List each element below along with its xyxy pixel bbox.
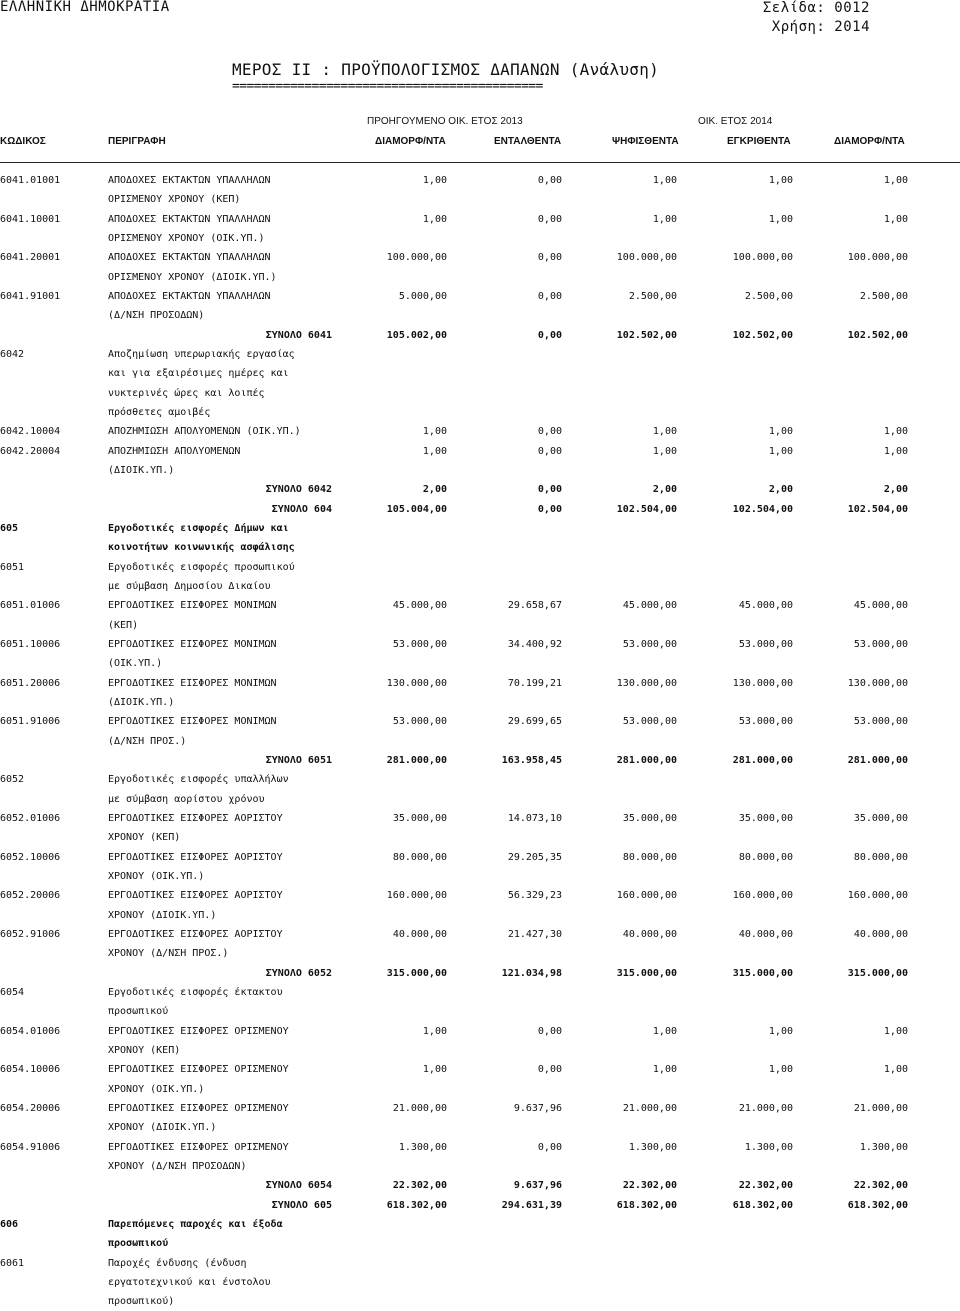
row-description: με σύμβαση Δημοσίου Δικαίου (108, 580, 271, 592)
row-description: Αποζημίωση υπερωριακής εργασίας (108, 349, 295, 360)
amount-cell: 45.000,00 (853, 600, 908, 612)
amount-cell: 1.300,00 (744, 1141, 793, 1153)
amount-cell: 160.000,00 (386, 890, 447, 902)
table-row (0, 268, 960, 287)
amount-cell: 40.000,00 (853, 928, 908, 940)
row-description: ΕΡΓΟΔΟΤΙΚΕΣ ΕΙΣΦΟΡΕΣ ΟΡΙΣΜΕΝΟΥ (108, 1025, 289, 1037)
amount-cell: 100.000,00 (732, 252, 793, 264)
table-row (0, 674, 960, 693)
row-description: ΕΡΓΟΔΟΤΙΚΕΣ ΕΙΣΦΟΡΕΣ ΑΟΡΙΣΤΟΥ (108, 928, 283, 940)
amount-cell: 1,00 (883, 1064, 908, 1076)
row-code: 6051.91006 (0, 716, 61, 728)
amount-cell: 130.000,00 (386, 677, 447, 689)
row-description: ΑΠΟΔΟΧΕΣ ΕΚΤΑΚΤΩΝ ΥΠΑΛΛΗΛΩΝ (108, 252, 271, 264)
row-description: ΕΡΓΟΔΟΤΙΚΕΣ ΕΙΣΦΟΡΕΣ ΜΟΝΙΜΩΝ (108, 716, 277, 728)
amount-cell: 1,00 (422, 1064, 447, 1076)
amount-cell: 0,00 (537, 426, 562, 438)
amount-cell: 102.502,00 (847, 329, 908, 341)
amount-cell: 618.302,00 (386, 1199, 447, 1211)
row-description: ΑΠΟΖΗΜΙΩΣΗ ΑΠΟΛΥΟΜΕΝΩΝ (108, 445, 241, 457)
row-code: 6054.91006 (0, 1141, 61, 1153)
row-code: 6052.20006 (0, 890, 61, 902)
table-row (0, 1118, 960, 1137)
row-description: Εργοδοτικές εισφορές Δήμων και (108, 522, 289, 534)
amount-cell: 100.000,00 (616, 252, 677, 264)
section-heading-row (0, 519, 960, 538)
title-underline: =========================================== (232, 79, 543, 94)
amount-cell: 45.000,00 (738, 600, 793, 612)
amount-cell: 80.000,00 (853, 851, 908, 863)
table-row (0, 616, 960, 635)
row-description: Εργοδοτικές εισφορές προσωπικού (108, 561, 295, 573)
amount-cell: 1,00 (883, 426, 908, 438)
group-current-year: ΟΙΚ. ΕΤΟΣ 2014 (698, 116, 773, 127)
row-code: 6051.01006 (0, 600, 61, 612)
amount-cell: 0,00 (537, 503, 562, 515)
total-label: ΣΥΝΟΛΟ 6051 (265, 754, 332, 766)
amount-cell: 1,00 (652, 426, 677, 438)
page-title: ΜΕΡΟΣ II : ΠΡΟΫΠΟΛΟΓΙΣΜΟΣ ΔΑΠΑΝΩΝ (Ανάλυση) (232, 60, 660, 79)
total-row (0, 1176, 960, 1195)
table-row (0, 442, 960, 461)
amount-cell: 0,00 (537, 213, 562, 225)
group-previous-year: ΠΡΟΗΓΟΥΜΕΝΟ ΟΙΚ. ΕΤΟΣ 2013 (367, 116, 523, 127)
row-code: 6061 (0, 1257, 25, 1269)
amount-cell: 21.000,00 (622, 1102, 677, 1114)
amount-cell: 0,00 (537, 1064, 562, 1076)
table-row (0, 809, 960, 828)
amount-cell: 281.000,00 (847, 754, 908, 766)
amount-cell: 160.000,00 (616, 890, 677, 902)
table-row (0, 732, 960, 751)
col-header-prev-amended: ΔΙΑΜΟΡΦ/ΝΤΑ (375, 136, 446, 147)
amount-cell: 281.000,00 (386, 754, 447, 766)
amount-cell: 53.000,00 (738, 638, 793, 650)
amount-cell: 2.500,00 (859, 291, 908, 302)
table-row (0, 1002, 960, 1021)
table-row (0, 190, 960, 209)
amount-cell: 22.302,00 (738, 1180, 793, 1192)
total-row (0, 751, 960, 770)
section-heading-row (0, 1234, 960, 1253)
amount-cell: 29.658,67 (507, 600, 562, 612)
table-row (0, 210, 960, 229)
row-code: 6054 (0, 986, 25, 998)
amount-cell: 1,00 (768, 213, 793, 225)
amount-cell: 35.000,00 (738, 812, 793, 824)
row-code: 6051.20006 (0, 677, 61, 689)
amount-cell: 29.699,65 (507, 716, 562, 728)
row-description: ΕΡΓΟΔΟΤΙΚΕΣ ΕΙΣΦΟΡΕΣ ΑΟΡΙΣΤΟΥ (108, 812, 283, 824)
row-code: 6052.01006 (0, 812, 61, 824)
amount-cell: 22.302,00 (853, 1180, 908, 1192)
row-description: ΟΡΙΣΜΕΝΟΥ ΧΡΟΝΟΥ (ΟΙΚ.ΥΠ.) (108, 233, 265, 244)
col-header-code: ΚΩΔΙΚΟΣ (0, 136, 46, 147)
table-row (0, 1080, 960, 1099)
row-description: Εργοδοτικές εισφορές υπαλλήλων (108, 774, 289, 786)
amount-cell: 281.000,00 (732, 754, 793, 766)
col-header-prev-ordered: ΕΝΤΑΛΘΕΝΤΑ (494, 136, 562, 147)
row-description: ΧΡΟΝΟΥ (ΔΙΟΙΚ.ΥΠ.) (108, 909, 217, 921)
amount-cell: 29.205,35 (507, 851, 562, 863)
row-description: κοινοτήτων κοινωνικής ασφάλισης (108, 542, 295, 554)
amount-cell: 102.502,00 (732, 329, 793, 341)
amount-cell: 53.000,00 (738, 716, 793, 728)
amount-cell: 160.000,00 (732, 890, 793, 902)
table-row (0, 345, 960, 364)
amount-cell: 1,00 (883, 175, 908, 186)
row-code: 606 (0, 1218, 19, 1230)
amount-cell: 34.400,92 (507, 638, 562, 650)
amount-cell: 40.000,00 (392, 928, 447, 940)
row-description: ΑΠΟΖΗΜΙΩΣΗ ΑΠΟΛΥΟΜΕΝΩΝ (ΟΙΚ.ΥΠ.) (108, 426, 301, 438)
table-row (0, 906, 960, 925)
row-description: ΧΡΟΝΟΥ (ΚΕΠ) (108, 1044, 181, 1056)
table-row (0, 983, 960, 1002)
table-row (0, 790, 960, 809)
total-label: ΣΥΝΟΛΟ 6041 (265, 329, 332, 341)
row-description: προσωπικού (108, 1006, 169, 1018)
row-description: ΧΡΟΝΟΥ (ΟΙΚ.ΥΠ.) (108, 1083, 205, 1095)
header-right (763, 0, 870, 37)
amount-cell: 1,00 (652, 1064, 677, 1076)
total-label: ΣΥΝΟΛΟ 605 (271, 1199, 332, 1211)
amount-cell: 1,00 (768, 175, 793, 186)
section-heading-row (0, 538, 960, 557)
amount-cell: 22.302,00 (622, 1180, 677, 1192)
row-description: προσωπικού) (108, 1296, 175, 1308)
amount-cell: 281.000,00 (616, 754, 677, 766)
fiscal-year: Χρήση: 2014 (771, 19, 870, 35)
amount-cell: 102.504,00 (616, 503, 677, 515)
amount-cell: 56.329,23 (507, 890, 562, 902)
amount-cell: 2.500,00 (628, 291, 677, 302)
table-row (0, 306, 960, 325)
amount-cell: 130.000,00 (616, 677, 677, 689)
row-description: με σύμβαση αορίστου χρόνου (108, 793, 265, 805)
row-code: 6041.91001 (0, 291, 61, 302)
row-description: (ΚΕΠ) (108, 619, 139, 631)
row-description: ΧΡΟΝΟΥ (Δ/ΝΣΗ ΠΡΟΣ.) (108, 948, 229, 960)
table-row (0, 1138, 960, 1157)
table-row (0, 1099, 960, 1118)
amount-cell: 1.300,00 (628, 1141, 677, 1153)
col-header-desc: ΠΕΡΙΓΡΑΦΗ (108, 136, 166, 147)
amount-cell: 618.302,00 (616, 1199, 677, 1211)
row-code: 6054.01006 (0, 1025, 61, 1037)
header-separator (0, 162, 960, 163)
row-description: ΧΡΟΝΟΥ (ΔΙΟΙΚ.ΥΠ.) (108, 1122, 217, 1134)
table-row (0, 1060, 960, 1079)
row-description: προσωπικού (108, 1238, 169, 1250)
row-description: ΕΡΓΟΔΟΤΙΚΕΣ ΕΙΣΦΟΡΕΣ ΜΟΝΙΜΩΝ (108, 600, 277, 612)
amount-cell: 1,00 (883, 445, 908, 457)
amount-cell: 45.000,00 (622, 600, 677, 612)
total-row (0, 964, 960, 983)
table-row (0, 944, 960, 963)
table-row (0, 1273, 960, 1292)
amount-cell: 45.000,00 (392, 600, 447, 612)
amount-cell: 1,00 (422, 426, 447, 438)
total-row (0, 1196, 960, 1215)
col-header-approved: ΕΓΚΡΙΘΕΝΤΑ (727, 136, 791, 147)
row-description: (Δ/ΝΣΗ ΠΡΟΣ.) (108, 735, 187, 747)
amount-cell: 130.000,00 (732, 677, 793, 689)
row-code: 6052.91006 (0, 928, 61, 940)
table-row (0, 248, 960, 267)
row-description: νυκτερινές ώρες και λοιπές (108, 387, 265, 399)
amount-cell: 80.000,00 (622, 851, 677, 863)
table-row (0, 229, 960, 248)
row-code: 6042.10004 (0, 426, 61, 438)
row-description: ΕΡΓΟΔΟΤΙΚΕΣ ΕΙΣΦΟΡΕΣ ΑΟΡΙΣΤΟΥ (108, 851, 283, 863)
row-description: Παρεπόμενες παροχές και έξοδα (108, 1218, 283, 1230)
table-row (0, 925, 960, 944)
row-code: 6041.20001 (0, 252, 61, 264)
table-row (0, 422, 960, 441)
amount-cell: 100.000,00 (386, 252, 447, 264)
row-description: Εργοδοτικές εισφορές έκτακτου (108, 986, 283, 998)
row-code: 605 (0, 522, 19, 534)
amount-cell: 2,00 (883, 484, 908, 496)
row-description: ΟΡΙΣΜΕΝΟΥ ΧΡΟΝΟΥ (ΔΙΟΙΚ.ΥΠ.) (108, 271, 277, 283)
row-description: ΑΠΟΔΟΧΕΣ ΕΚΤΑΚΤΩΝ ΥΠΑΛΛΗΛΩΝ (108, 175, 271, 186)
amount-cell: 53.000,00 (392, 638, 447, 650)
amount-cell: 315.000,00 (732, 967, 793, 979)
amount-cell: 2,00 (768, 484, 793, 496)
amount-cell: 35.000,00 (392, 812, 447, 824)
amount-cell: 121.034,98 (501, 967, 562, 979)
amount-cell: 22.302,00 (392, 1180, 447, 1192)
amount-cell: 53.000,00 (622, 638, 677, 650)
amount-cell: 53.000,00 (853, 638, 908, 650)
row-description: ΕΡΓΟΔΟΤΙΚΕΣ ΕΙΣΦΟΡΕΣ ΟΡΙΣΜΕΝΟΥ (108, 1102, 289, 1114)
table-row (0, 1041, 960, 1060)
amount-cell: 1,00 (422, 445, 447, 457)
amount-cell: 1.300,00 (398, 1141, 447, 1153)
amount-cell: 1,00 (768, 426, 793, 438)
amount-cell: 1,00 (768, 1025, 793, 1037)
table-row (0, 848, 960, 867)
amount-cell: 1,00 (883, 213, 908, 225)
row-description: ΑΠΟΔΟΧΕΣ ΕΚΤΑΚΤΩΝ ΥΠΑΛΛΗΛΩΝ (108, 213, 271, 225)
total-label: ΣΥΝΟΛΟ 6054 (265, 1180, 332, 1192)
amount-cell: 1.300,00 (859, 1141, 908, 1153)
amount-cell: 9.637,96 (513, 1180, 562, 1192)
table-row (0, 654, 960, 673)
table-row (0, 558, 960, 577)
row-description: εργατοτεχνικού και ένστολου (108, 1276, 271, 1288)
row-description: ΟΡΙΣΜΕΝΟΥ ΧΡΟΝΟΥ (ΚΕΠ) (108, 194, 241, 206)
total-label: ΣΥΝΟΛΟ 6042 (265, 484, 332, 496)
amount-cell: 102.504,00 (732, 503, 793, 515)
row-description: (ΔΙΟΙΚ.ΥΠ.) (108, 696, 175, 708)
row-description: Παροχές ένδυσης (ένδυση (108, 1257, 247, 1269)
table-row (0, 384, 960, 403)
amount-cell: 2,00 (422, 484, 447, 496)
amount-cell: 14.073,10 (507, 812, 562, 824)
amount-cell: 618.302,00 (847, 1199, 908, 1211)
table-row (0, 867, 960, 886)
row-code: 6052.10006 (0, 851, 61, 863)
table-row (0, 1292, 960, 1311)
amount-cell: 130.000,00 (847, 677, 908, 689)
row-description: ΕΡΓΟΔΟΤΙΚΕΣ ΕΙΣΦΟΡΕΣ ΜΟΝΙΜΩΝ (108, 677, 277, 689)
total-label: ΣΥΝΟΛΟ 604 (271, 503, 332, 515)
amount-cell: 40.000,00 (738, 928, 793, 940)
amount-cell: 160.000,00 (847, 890, 908, 902)
table-row (0, 1157, 960, 1176)
amount-cell: 53.000,00 (392, 716, 447, 728)
amount-cell: 0,00 (537, 484, 562, 496)
row-description: ΧΡΟΝΟΥ (ΟΙΚ.ΥΠ.) (108, 870, 205, 882)
row-description: και για εξαιρέσιμες ημέρες και (108, 368, 289, 380)
table-row (0, 1022, 960, 1041)
row-description: (ΟΙΚ.ΥΠ.) (108, 658, 163, 670)
amount-cell: 21.000,00 (853, 1102, 908, 1114)
row-description: πρόσθετες αμοιβές (108, 407, 211, 418)
row-description: ΑΠΟΔΟΧΕΣ ΕΚΤΑΚΤΩΝ ΥΠΑΛΛΗΛΩΝ (108, 291, 271, 302)
amount-cell: 5.000,00 (398, 291, 447, 302)
amount-cell: 0,00 (537, 445, 562, 457)
row-description: ΧΡΟΝΟΥ (ΚΕΠ) (108, 832, 181, 844)
amount-cell: 0,00 (537, 329, 562, 341)
col-header-voted: ΨΗΦΙΣΘΕΝΤΑ (612, 136, 679, 147)
section-heading-row (0, 1215, 960, 1234)
total-row (0, 480, 960, 499)
amount-cell: 2,00 (652, 484, 677, 496)
row-description: ΧΡΟΝΟΥ (Δ/ΝΣΗ ΠΡΟΣΟΔΩΝ) (108, 1160, 247, 1172)
amount-cell: 0,00 (537, 1025, 562, 1037)
amount-cell: 1,00 (652, 175, 677, 186)
amount-cell: 315.000,00 (386, 967, 447, 979)
row-description: (Δ/ΝΣΗ ΠΡΟΣΟΔΩΝ) (108, 310, 205, 322)
amount-cell: 0,00 (537, 1141, 562, 1153)
table-row (0, 712, 960, 731)
row-code: 6041.01001 (0, 175, 61, 186)
row-code: 6042 (0, 349, 25, 360)
amount-cell: 80.000,00 (738, 851, 793, 863)
row-description: (ΔΙΟΙΚ.ΥΠ.) (108, 464, 175, 476)
amount-cell: 100.000,00 (847, 252, 908, 264)
table-row (0, 403, 960, 422)
amount-cell: 53.000,00 (622, 716, 677, 728)
table-row (0, 886, 960, 905)
amount-cell: 53.000,00 (853, 716, 908, 728)
amount-cell: 1,00 (883, 1025, 908, 1037)
row-code: 6051.10006 (0, 638, 61, 650)
amount-cell: 163.958,45 (501, 754, 562, 766)
table-row (0, 461, 960, 480)
amount-cell: 315.000,00 (616, 967, 677, 979)
col-header-amended: ΔΙΑΜΟΡΦ/ΝΤΑ (834, 136, 905, 147)
amount-cell: 70.199,21 (507, 677, 562, 689)
total-row (0, 500, 960, 519)
amount-cell: 294.631,39 (501, 1199, 562, 1211)
amount-cell: 35.000,00 (622, 812, 677, 824)
page-number: Σελίδα: 0012 (762, 0, 870, 16)
row-code: 6054.10006 (0, 1064, 61, 1076)
amount-cell: 0,00 (537, 291, 562, 302)
row-code: 6054.20006 (0, 1102, 61, 1114)
table-row (0, 635, 960, 654)
table-row (0, 364, 960, 383)
header-state: ΕΛΛΗΝΙΚΗ ΔΗΜΟΚΡΑΤΙΑ (0, 0, 170, 15)
amount-cell: 1,00 (652, 213, 677, 225)
table-row (0, 693, 960, 712)
table-row (0, 171, 960, 190)
amount-cell: 21.427,30 (507, 928, 562, 940)
amount-cell: 1,00 (422, 213, 447, 225)
amount-cell: 315.000,00 (847, 967, 908, 979)
amount-cell: 105.004,00 (386, 503, 447, 515)
amount-cell: 102.502,00 (616, 329, 677, 341)
amount-cell: 21.000,00 (738, 1102, 793, 1114)
row-code: 6041.10001 (0, 213, 61, 225)
amount-cell: 1,00 (422, 175, 447, 186)
table-row (0, 596, 960, 615)
total-label: ΣΥΝΟΛΟ 6052 (265, 967, 332, 979)
table-row (0, 1254, 960, 1273)
amount-cell: 2.500,00 (744, 291, 793, 302)
amount-cell: 1,00 (422, 1025, 447, 1037)
amount-cell: 35.000,00 (853, 812, 908, 824)
row-code: 6051 (0, 561, 25, 573)
amount-cell: 1,00 (652, 1025, 677, 1037)
table-row (0, 287, 960, 306)
amount-cell: 80.000,00 (392, 851, 447, 863)
amount-cell: 1,00 (768, 445, 793, 457)
amount-cell: 0,00 (537, 252, 562, 264)
row-description: ΕΡΓΟΔΟΤΙΚΕΣ ΕΙΣΦΟΡΕΣ ΟΡΙΣΜΕΝΟΥ (108, 1064, 289, 1076)
amount-cell: 0,00 (537, 175, 562, 186)
amount-cell: 9.637,96 (513, 1102, 562, 1114)
amount-cell: 102.504,00 (847, 503, 908, 515)
row-code: 6042.20004 (0, 445, 61, 457)
table-row (0, 577, 960, 596)
row-description: ΕΡΓΟΔΟΤΙΚΕΣ ΕΙΣΦΟΡΕΣ ΑΟΡΙΣΤΟΥ (108, 890, 283, 902)
amount-cell: 40.000,00 (622, 928, 677, 940)
row-description: ΕΡΓΟΔΟΤΙΚΕΣ ΕΙΣΦΟΡΕΣ ΟΡΙΣΜΕΝΟΥ (108, 1141, 289, 1153)
amount-cell: 105.002,00 (386, 329, 447, 341)
table-row (0, 828, 960, 847)
row-description: ΕΡΓΟΔΟΤΙΚΕΣ ΕΙΣΦΟΡΕΣ ΜΟΝΙΜΩΝ (108, 638, 277, 650)
amount-cell: 618.302,00 (732, 1199, 793, 1211)
amount-cell: 1,00 (768, 1064, 793, 1076)
amount-cell: 1,00 (652, 445, 677, 457)
table-row (0, 770, 960, 789)
total-row (0, 326, 960, 345)
row-code: 6052 (0, 774, 25, 786)
amount-cell: 21.000,00 (392, 1102, 447, 1114)
